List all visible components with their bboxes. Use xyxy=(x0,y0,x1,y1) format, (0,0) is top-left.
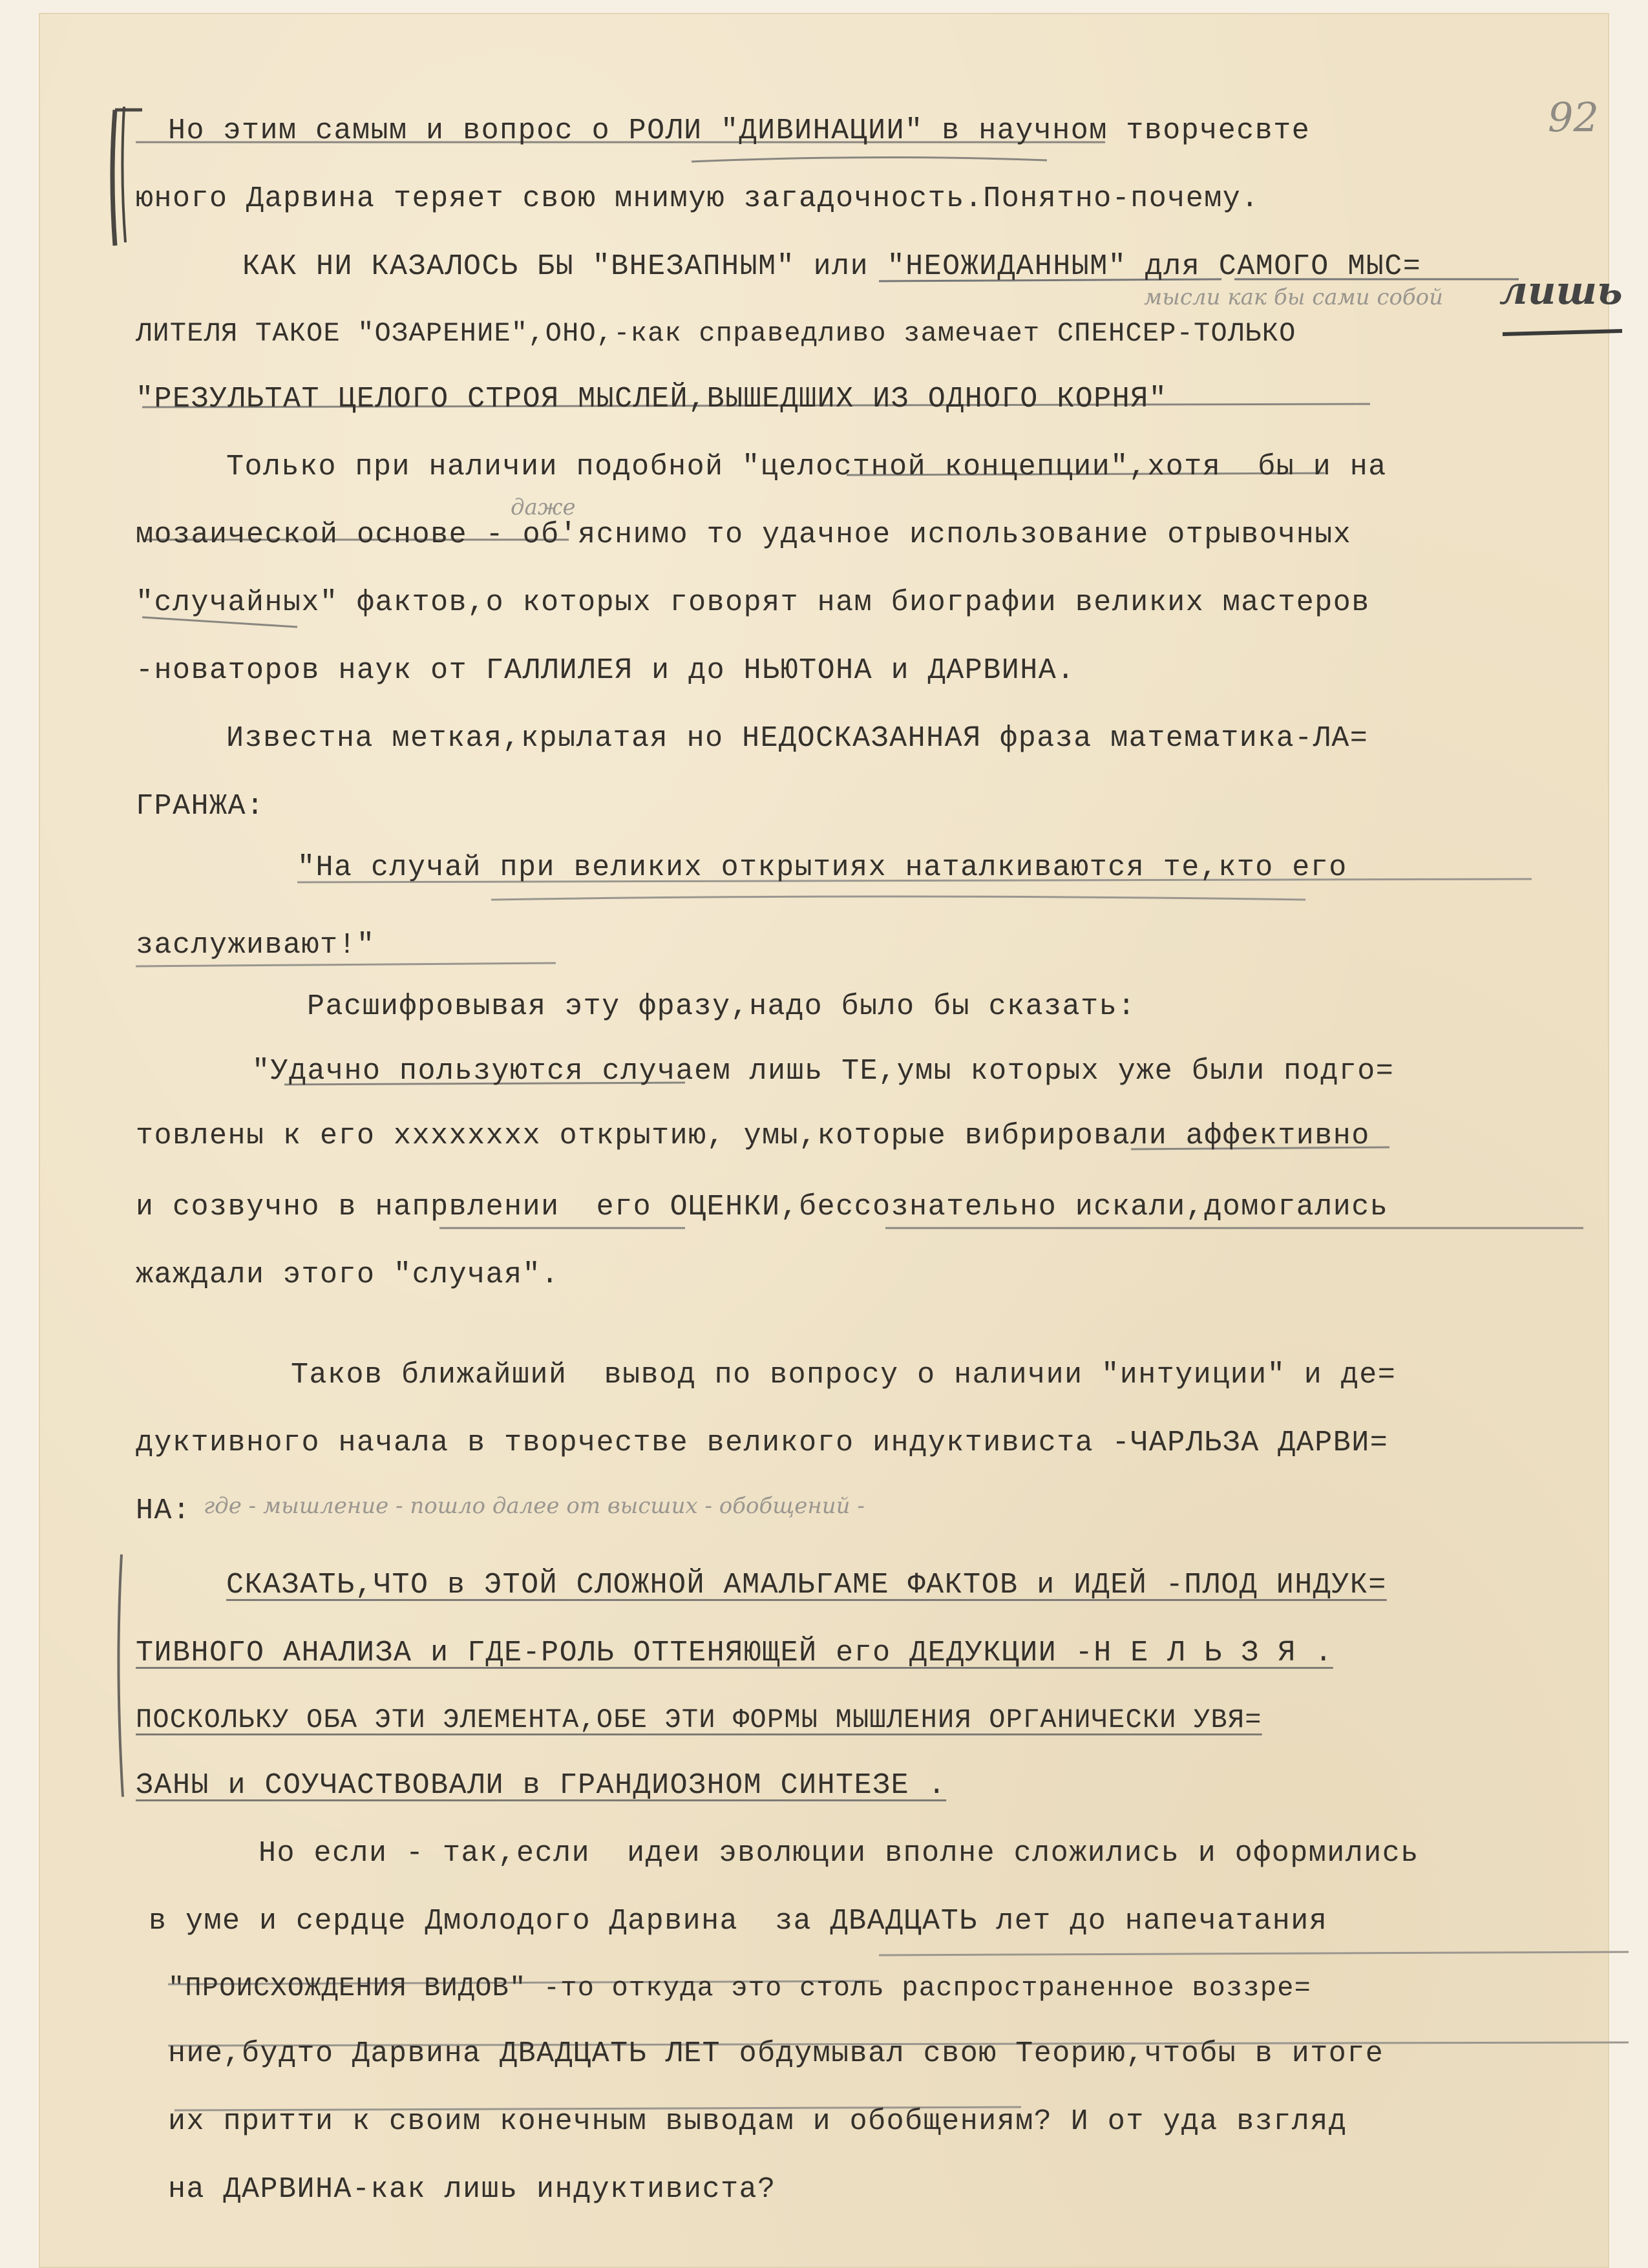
text-line-15: "Удачно пользуются случаем лишь ТЕ,умы которых уже были подго= xyxy=(252,1055,1395,1088)
text-line-16: товлены к его хххххххх открытию, умы,которые вибрировали аффективно xyxy=(136,1119,1370,1152)
text-line-25: ЗАНЫ и СОУЧАСТВОВАЛИ в ГРАНДИОЗНОМ СИНТЕЗЕ . xyxy=(136,1769,947,1802)
text-line-28: "ПРОИСХОЖДЕНИЯ ВИДОВ" -то откуда это столь распространенное воззре= xyxy=(168,1973,1312,2004)
text-line-14: Расшифровывая эту фразу,надо было бы сказать: xyxy=(307,990,1136,1023)
text-line-10: Известна меткая,крылатая но НЕДОСКАЗАННАЯ фраза математика-ЛА= xyxy=(226,722,1369,755)
text-line-4: ЛИТЕЛЯ ТАКОЕ "ОЗАРЕНИЕ",ОНО,-как справедливо замечает СПЕНСЕР-ТОЛЬКО xyxy=(136,318,1296,349)
text-line-29: ние,будто Дарвина ДВАДЦАТЬ ЛЕТ обдумывал свою Теорию,чтобы в итоге xyxy=(168,2037,1384,2070)
text-line-3: КАК НИ КАЗАЛОСЬ БЫ "ВНЕЗАПНЫМ" или "НЕОЖИДАННЫМ" для САМОГО МЫС= xyxy=(242,250,1422,283)
text-line-9: -новаторов наук от ГАЛЛИЛЕЯ и до НЬЮТОНА и ДАРВИНА. xyxy=(136,654,1075,687)
text-line-5: "РЕЗУЛЬТАТ ЦЕЛОГО СТРОЯ МЫСЛЕЙ,ВЫШЕДШИХ ИЗ ОДНОГО КОРНЯ" xyxy=(136,383,1168,416)
handwritten-note-above-line-6: даже xyxy=(511,494,576,520)
text-line-26: Но если - так,если идеи эволюции вполне сложились и оформились xyxy=(259,1837,1419,1870)
text-line-8: "случайных" фактов,о которых говорят нам биографии великих мастеров xyxy=(136,586,1370,619)
text-line-13: заслуживают!" xyxy=(136,929,375,962)
text-line-19: Таков ближайший вывод по вопросу о наличии "интуиции" и де= xyxy=(291,1359,1397,1392)
text-line-6: Только при наличии подобной "целостной концепции",хотя бы и на xyxy=(226,450,1387,483)
handwritten-note-above-line-3: мысли как бы сами собой xyxy=(1144,284,1444,310)
text-line-1: Но этим самым и вопрос о РОЛИ "ДИВИНАЦИИ" в научном творчесвте xyxy=(168,114,1311,147)
text-line-27: в уме и сердце Дмолодого Дарвина за ДВАДЦАТЬ лет до напечатания xyxy=(149,1905,1328,1938)
text-line-30: их притти к своим конечным выводам и обобщениям? И от уда взгляд xyxy=(168,2105,1347,2138)
text-line-23: ТИВНОГО АНАЛИЗА и ГДЕ-РОЛЬ ОТТЕНЯЮЩЕЙ его ДЕДУКЦИИ -Н Е Л Ь З Я . xyxy=(136,1637,1333,1669)
text-line-22: СКАЗАТЬ,ЧТО в ЭТОЙ СЛОЖНОЙ АМАЛЬГАМЕ ФАКТОВ и ИДЕЙ -ПЛОД ИНДУК= xyxy=(226,1569,1387,1602)
text-line-7: мозаической основе - об'яснимо то удачное использование отрывочных xyxy=(136,518,1352,551)
text-line-17: и созвучно в напрвлении его ОЦЕНКИ,бессознательно искали,домогались xyxy=(136,1191,1389,1224)
text-line-31: на ДАРВИНА-как лишь индуктивиста? xyxy=(168,2173,776,2206)
text-line-2: юного Дарвина теряет свою мнимую загадочность.Понятно-почему. xyxy=(136,182,1260,215)
text-line-24: ПОСКОЛЬКУ ОБА ЭТИ ЭЛЕМЕНТА,ОБЕ ЭТИ ФОРМЫ МЫШЛЕНИЯ ОРГАНИЧЕСКИ УВЯ= xyxy=(136,1704,1262,1735)
document-page xyxy=(39,13,1623,2268)
text-line-11: ГРАНЖА: xyxy=(136,790,265,823)
text-line-20: дуктивного начала в творчестве великого индуктивиста -ЧАРЛЬЗА ДАРВИ= xyxy=(136,1426,1389,1459)
text-line-21: НА: xyxy=(136,1494,191,1527)
handwritten-note-after-line-20: где - мышление - пошло далее от высших - обобщений - xyxy=(204,1493,865,1519)
text-line-12: "На случай при великих открытиях наталкиваются те,кто его xyxy=(297,851,1347,884)
text-line-18: жаждали этого "случая". xyxy=(136,1258,560,1291)
page-number: 92 xyxy=(1548,94,1599,141)
handwritten-note-above-line-4: лишь xyxy=(1499,268,1623,313)
